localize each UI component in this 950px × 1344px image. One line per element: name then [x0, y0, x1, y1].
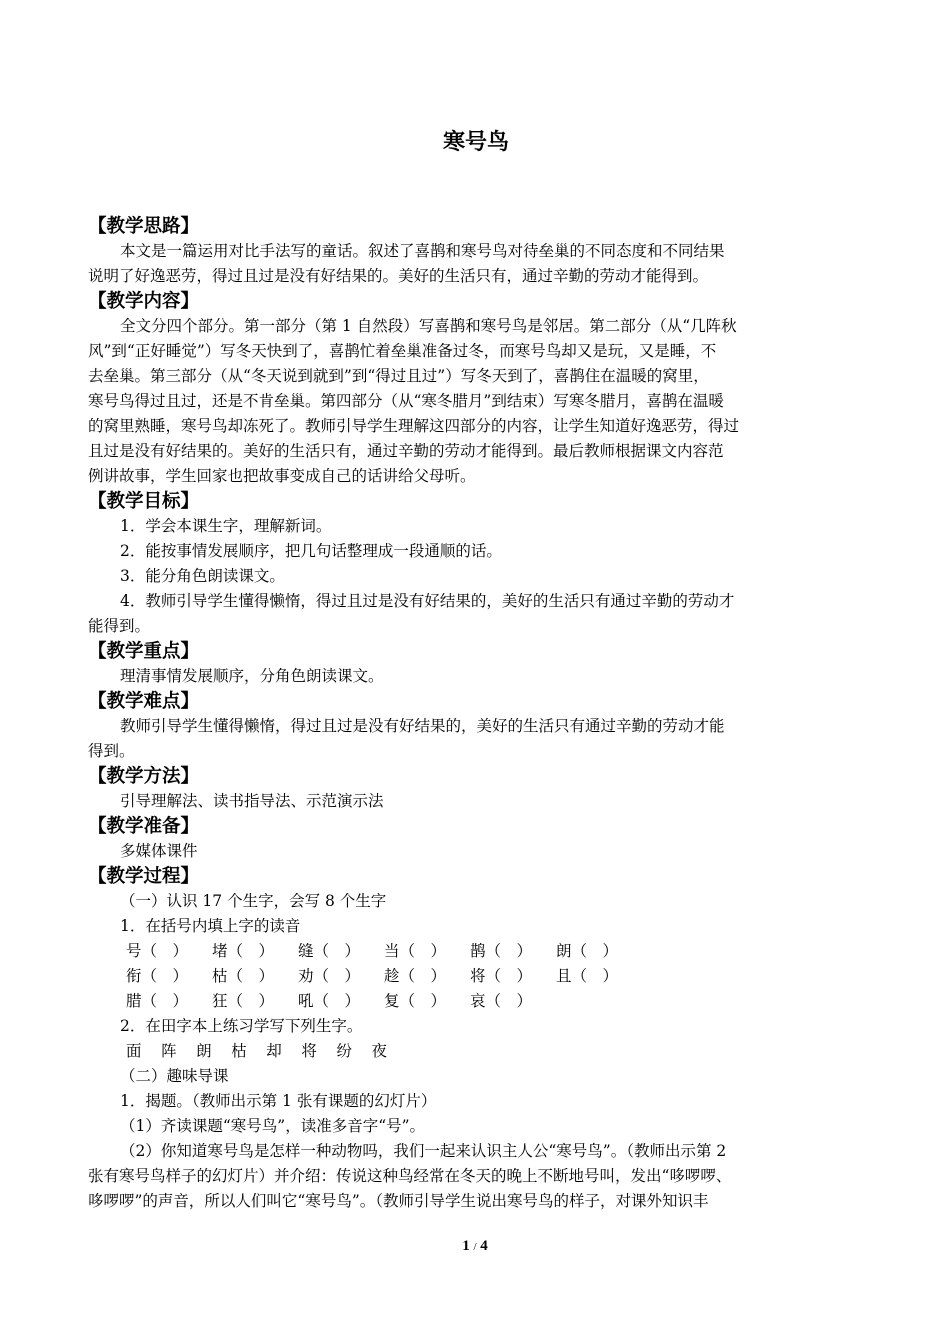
- pinyin-row: [88, 964, 864, 989]
- pinyin-item: 哀（ ）: [470, 992, 533, 1010]
- process-substep: （1）齐读课题“寒号鸟”，读准多音字“号”。: [120, 1117, 426, 1135]
- method-text: 引导理解法、读书指导法、示范演示法: [120, 792, 384, 810]
- pinyin-item: 鹊（ ）: [470, 942, 533, 960]
- document-page: [88, 124, 864, 1214]
- pinyin-item: 衔（ ）: [126, 967, 189, 985]
- pinyin-item: 且（ ）: [556, 967, 619, 985]
- pinyin-item: 吼（ ）: [298, 992, 361, 1010]
- difficulty-text-continuation: 得到。: [88, 742, 135, 760]
- process-substep: （2）你知道寒号鸟是怎样一种动物吗，我们一起来认识主人公“寒号鸟”。（教师出示第 2: [120, 1142, 727, 1160]
- pinyin-item: 趁（ ）: [384, 967, 447, 985]
- paragraph-line: 例讲故事，学生回家也把故事变成自己的话讲给父母听。: [88, 467, 476, 485]
- section-heading-thinking: 【教学思路】: [88, 216, 200, 237]
- pinyin-item: 朗（ ）: [556, 942, 619, 960]
- page-current: 1: [462, 1238, 470, 1254]
- practice-characters: 面 阵 朗 枯 却 将 纷 夜: [126, 1042, 390, 1060]
- pinyin-item: 堵（ ）: [212, 942, 275, 960]
- paragraph-line: 说明了好逸恶劳，得过且过是没有好结果的。美好的生活只有，通过辛勤的劳动才能得到。: [88, 267, 709, 285]
- pinyin-item: 当（ ）: [384, 942, 447, 960]
- process-step: 2．在田字本上练习学写下列生字。: [120, 1017, 363, 1035]
- section-heading-method: 【教学方法】: [88, 766, 200, 787]
- paragraph-line: 风”到“正好睡觉”）写冬天快到了，喜鹊忙着垒巢准备过冬，而寒号鸟却又是玩，又是睡，不: [88, 342, 717, 360]
- section-heading-key: 【教学重点】: [88, 641, 200, 662]
- goal-item-continuation: 能得到。: [88, 617, 151, 635]
- goal-item: 2．能按事情发展顺序，把几句话整理成一段通顺的话。: [120, 542, 502, 560]
- pinyin-row: [88, 989, 864, 1014]
- difficulty-text: 教师引导学生懂得懒惰，得过且过是没有好结果的，美好的生活只有通过辛勤的劳动才能: [120, 717, 725, 735]
- paragraph-line: 去垒巢。第三部分（从“冬天说到就到”到“得过且过”）写冬天到了，喜鹊住在温暖的窝里，: [88, 367, 709, 385]
- page-total: 4: [480, 1238, 488, 1254]
- pinyin-item: 复（ ）: [384, 992, 447, 1010]
- page-separator: /: [473, 1241, 477, 1253]
- pinyin-item: 腊（ ）: [126, 992, 189, 1010]
- pinyin-item: 狂（ ）: [212, 992, 275, 1010]
- paragraph-line: 且过是没有好结果的。美好的生活只有，通过辛勤的劳动才能得到。最后教师根据课文内容范: [88, 442, 724, 460]
- paragraph-line: 张有寒号鸟样子的幻灯片）并介绍：传说这种鸟经常在冬天的晚上不断地号叫，发出“哆啰啰、: [88, 1167, 732, 1185]
- paragraph-line: 哆啰啰”的声音，所以人们叫它“寒号鸟”。（教师引导学生说出寒号鸟的样子，对课外知识丰: [88, 1192, 709, 1210]
- section-heading-process: 【教学过程】: [88, 866, 200, 887]
- pinyin-item: 将（ ）: [470, 967, 533, 985]
- section-heading-goals: 【教学目标】: [88, 491, 200, 512]
- key-point-text: 理清事情发展顺序，分角色朗读课文。: [120, 667, 384, 685]
- paragraph-line: 本文是一篇运用对比手法写的童话。叙述了喜鹊和寒号鸟对待垒巢的不同态度和不同结果: [120, 242, 725, 260]
- section-heading-content: 【教学内容】: [88, 291, 200, 312]
- pinyin-item: 枯（ ）: [212, 967, 275, 985]
- pinyin-row: [88, 939, 864, 964]
- paragraph-line: 寒号鸟得过且过，还是不肯垒巢。第四部分（从“寒冬腊月”到结束）写寒冬腊月，喜鹊在温暖: [88, 392, 724, 410]
- goal-item: 3．能分角色朗读课文。: [120, 567, 285, 585]
- pinyin-item: 号（ ）: [126, 942, 189, 960]
- pinyin-item: 劝（ ）: [298, 967, 361, 985]
- section-heading-difficulty: 【教学难点】: [88, 691, 200, 712]
- page-title: 寒号鸟: [442, 129, 509, 155]
- process-step: 1．在括号内填上字的读音: [120, 917, 301, 935]
- paragraph-line: 全文分四个部分。第一部分（第 1 自然段）写喜鹊和寒号鸟是邻居。第二部分（从“几阵秋: [120, 317, 737, 335]
- goal-item: 4．教师引导学生懂得懒惰，得过且过是没有好结果的，美好的生活只有通过辛勤的劳动才: [120, 592, 735, 610]
- process-step: 1．揭题。（教师出示第 1 张有课题的幻灯片）: [120, 1092, 437, 1110]
- page-number: [0, 1238, 950, 1255]
- pinyin-item: 缝（ ）: [298, 942, 361, 960]
- prep-text: 多媒体课件: [120, 842, 198, 860]
- goal-item: 1．学会本课生字，理解新词。: [120, 517, 332, 535]
- section-heading-prep: 【教学准备】: [88, 816, 200, 837]
- process-part-1: （一）认识 17 个生字，会写 8 个生字: [120, 892, 387, 910]
- process-part-2: （二）趣味导课: [120, 1067, 229, 1085]
- paragraph-line: 的窝里熟睡，寒号鸟却冻死了。教师引导学生理解这四部分的内容，让学生知道好逸恶劳，得过: [88, 417, 740, 435]
